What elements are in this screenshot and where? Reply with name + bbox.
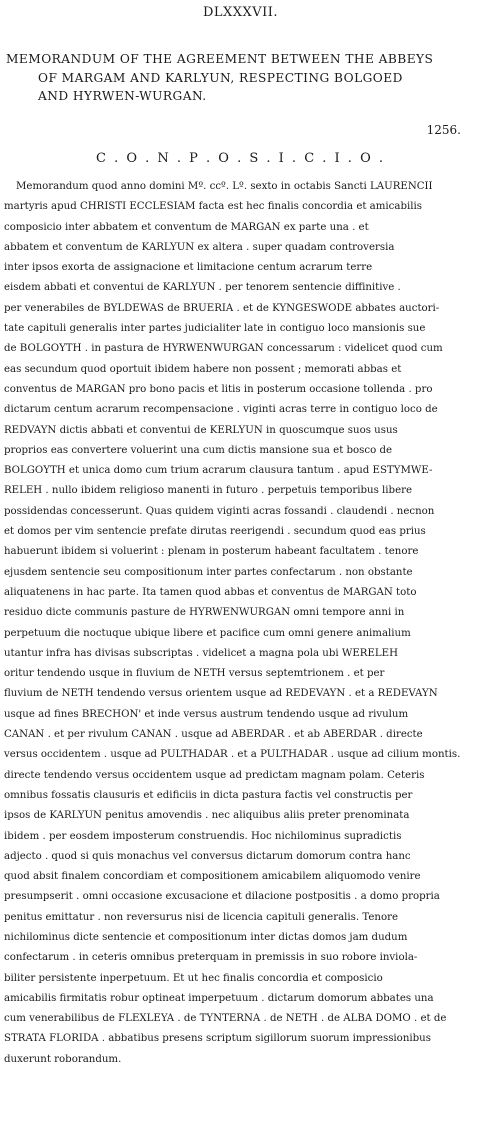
body-line: ipsos de KARLYUN penitus amovendis . nec aliquibus aliis preter prenominata — [4, 810, 410, 822]
title-line: OF MARGAM AND KARLYUN, RESPECTING BOLGOED — [38, 70, 403, 85]
body-line: CANAN . et per rivulum CANAN . usque ad ABERDAR . et ab ABERDAR . directe — [4, 729, 423, 741]
body-line: possidendas concesserunt. Quas quidem viginti acras fossandi . claudendi . necnon — [4, 505, 435, 517]
body-line: quod absit finalem concordiam et compositionem amicabilem aliquomodo venire — [4, 871, 421, 883]
title-line: MEMORANDUM OF THE AGREEMENT BETWEEN THE ABBEYS — [6, 52, 434, 66]
body-line: REDVAYN dictis abbati et conventui de KERLYUN in quoscumque suos usus — [4, 424, 398, 436]
body-line: omnibus fossatis clausuris et edificiis in dicta pastura factis vel constructis per — [4, 789, 413, 801]
body-line: tate capituli generalis inter partes judicialiter late in contiguo loco mansionis sue — [4, 323, 426, 335]
body-line: biliter persistente inperpetuum. Et ut hec finalis concordia et composicio — [4, 972, 383, 984]
body-line: ibidem . per eosdem imposterum construendis. Hoc nichilominus supradictis — [4, 830, 402, 842]
body-line: dictarum centum acrarum recompensacione . viginti acras terre in contiguo loco de — [4, 404, 438, 416]
body-line: habuerunt ibidem si voluerint : plenam in posterum habeant facultatem . tenore — [4, 546, 419, 558]
body-line: conventus de MARGAN pro bono pacis et litis in posterum occasione tollenda . pro — [4, 383, 433, 395]
body-line: STRATA FLORIDA . abbatibus presens scriptum sigillorum suorum impressionibus — [4, 1033, 431, 1045]
document-number: DLXXXVII. — [202, 5, 279, 20]
body-line: et domos per vim sentencie prefate dirutas reerigendi . secundum quod eas prius — [4, 526, 426, 538]
body-line: per venerabiles de BYLDEWAS de BRUERIA . et de KYNGESWODE abbates auctori- — [4, 302, 440, 314]
body-line: aliquatenens in hac parte. Ita tamen quod abbas et conventus de MARGAN toto — [4, 586, 417, 598]
body-line: adjecto . quod si quis monachus vel conversus dictarum domorum contra hanc — [4, 850, 411, 862]
body-line: eas secundum quod oportuit ibidem habere non possent ; memorati abbas et — [4, 363, 402, 375]
document-heading: C . O . N . P . O . S . I . C . I . O . — [95, 151, 385, 166]
document-date: 1256. — [426, 123, 461, 137]
body-line: penitus emittatur . non reversurus nisi de licencia capituli generalis. Tenore — [4, 911, 398, 923]
body-line: abbatem et conventum de KARLYUN ex altera . super quadam controversia — [4, 241, 395, 253]
title-line: AND HYRWEN-WURGAN. — [38, 89, 207, 103]
body-line: duxerunt roborandum. — [4, 1053, 122, 1065]
body-line: nichilominus dicte sentencie et compositionum inter dictas domos jam dudum — [4, 931, 408, 943]
body-line: Memorandum quod anno domini Mº. ccº. Lº. sexto in octabis Sancti LAURENCII — [16, 181, 433, 192]
body-line: perpetuum die noctuque ubique libere et pacifice cum omni genere animalium — [4, 627, 411, 639]
body-line: RELEH . nullo ibidem religioso manenti in futuro . perpetuis temporibus libere — [4, 485, 413, 497]
body-line: utantur infra has divisas subscriptas . videlicet a magna pola ubi WERELEH — [4, 647, 398, 659]
body-line: usque ad fines BRECHON' et inde versus austrum tendendo usque ad rivulum — [4, 708, 409, 720]
body-line: eisdem abbati et conventui de KARLYUN . per tenorem sentencie diffinitive . — [4, 282, 401, 294]
body-line: versus occidentem . usque ad PULTHADAR . et a PULTHADAR . usque ad cilium montis. — [4, 749, 461, 761]
body-line: directe tendendo versus occidentem usque ad predictam magnam polam. Ceteris — [4, 769, 425, 781]
body-line: composicio inter abbatem et conventum de MARGAN ex parte una . et — [4, 221, 369, 233]
document-body — [4, 177, 474, 1070]
body-line: fluvium de NETH tendendo versus orientem usque ad REDEVAYN . et a REDEVAYN — [4, 688, 438, 700]
document-title — [6, 50, 476, 106]
body-line: de BOLGOYTH . in pastura de HYRWENWURGAN concessarum : videlicet quod cum — [4, 343, 443, 355]
body-line: residuo dicte communis pasture de HYRWENWURGAN omni tempore anni in — [4, 607, 405, 619]
body-line: proprios eas convertere voluerint una cum dictis mansione sua et bosco de — [4, 444, 393, 456]
body-line: cum venerabilibus de FLEXLEYA . de TYNTERNA . de NETH . de ALBA DOMO . et de — [4, 1013, 447, 1025]
body-line: confectarum . in ceteris omnibus preterquam in premissis in suo robore inviola- — [4, 952, 418, 964]
body-line: oritur tendendo usque in fluvium de NETH versus septemtrionem . et per — [4, 668, 385, 680]
body-line: BOLGOYTH et unica domo cum trium acrarum clausura tantum . apud ESTYMWE- — [4, 465, 433, 477]
body-line: martyris apud CHRISTI ECCLESIAM facta est hec finalis concordia et amicabilis — [4, 201, 422, 213]
body-line: presumpserit . omni occasione excusacione et dilacione postpositis . a domo propria — [4, 891, 440, 903]
body-line: ejusdem sentencie seu compositionum inter partes confectarum . non obstante — [4, 566, 413, 578]
body-line: inter ipsos exorta de assignacione et limitacione centum acrarum terre — [4, 262, 373, 274]
body-line: amicabilis firmitatis robur optineat imperpetuum . dictarum domorum abbates una — [4, 992, 434, 1004]
